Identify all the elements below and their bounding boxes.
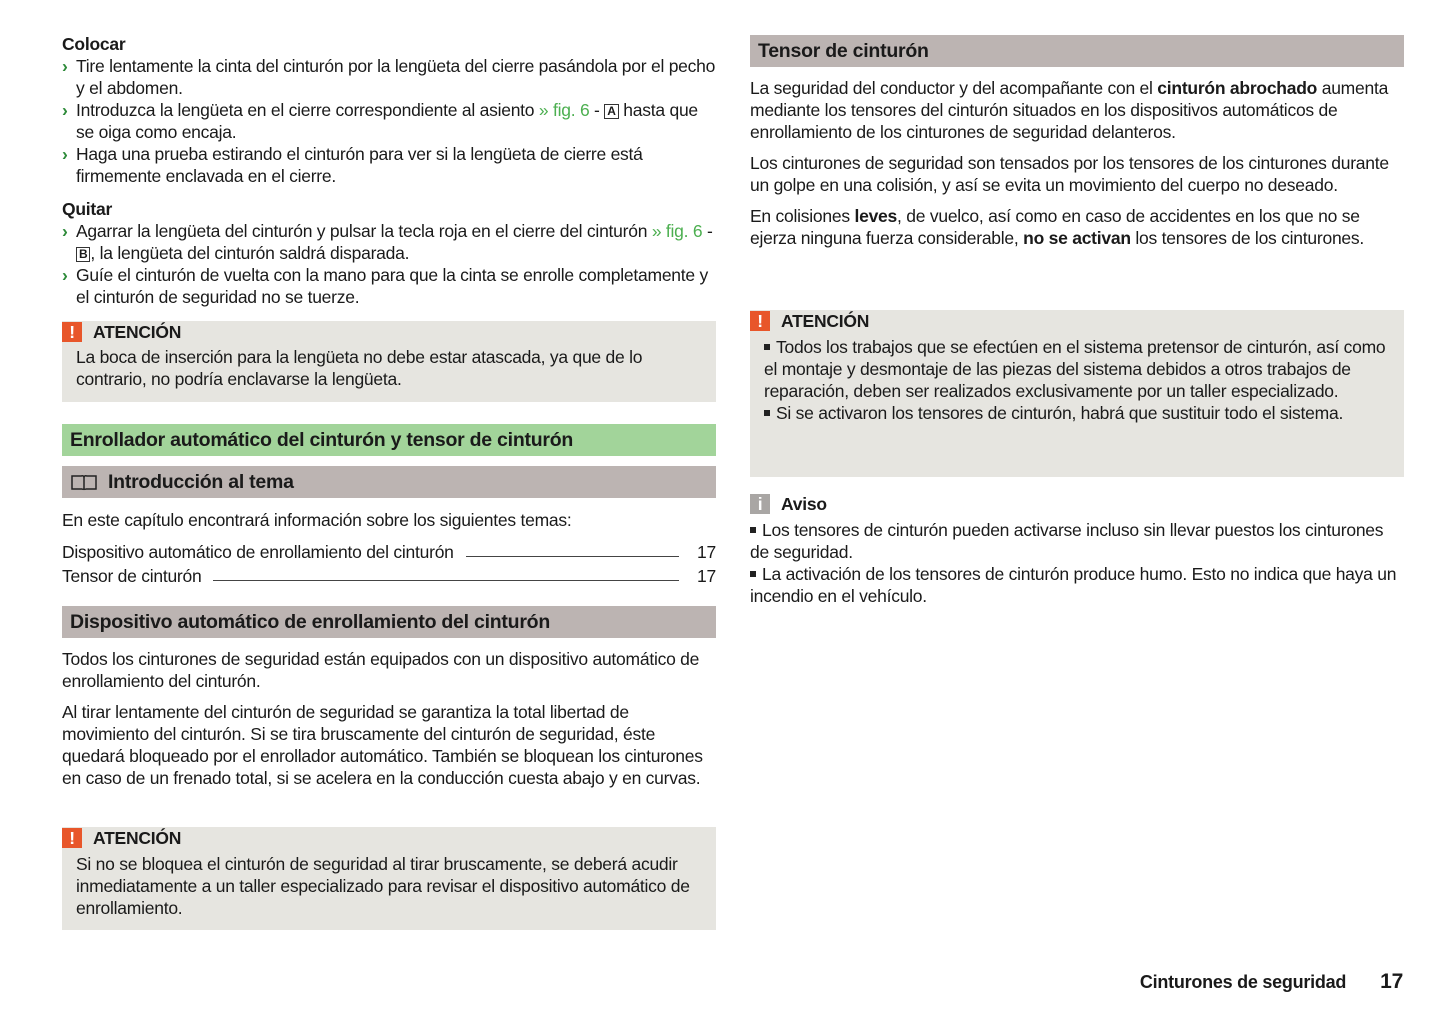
footer-section: Cinturones de seguridad: [1139, 972, 1347, 992]
chevron-right-icon: ›: [62, 221, 68, 241]
chevron-right-icon: ›: [62, 100, 68, 120]
warning-text: Si no se bloquea el cinturón de seguridad al tirar bruscamente, se deberá acudir inmediatamente a un taller especializado para revisar el dispositivo automático de enrollamiento.: [76, 854, 690, 918]
note-box: [750, 493, 1404, 607]
fig-link[interactable]: » fig. 6: [651, 221, 703, 241]
figure-label-b: B: [76, 247, 90, 262]
page-number: 17: [1380, 970, 1403, 993]
intro-section: En este capítulo encontrará información sobre los siguientes temas: Dispositivo automático de enrollamiento del cinturón 17 Tensor de cinturón 17: [62, 510, 716, 586]
warning-box: [62, 827, 716, 930]
section-heading: Dispositivo automático de enrollamiento del cinturón: [62, 606, 716, 638]
list-item: › Guíe el cinturón de vuelta con la mano para que la cinta se enrolle completamente y el cinturón de seguridad no se tuerze.: [62, 265, 708, 307]
warning-item: Todos los trabajos que se efectúen en el sistema pretensor de cinturón, así como el montaje y desmontaje de las piezas del sistema debidos a otros trabajos de reparación, deben ser realizados exclusivamente por un taller especializado.: [764, 336, 1390, 402]
intro-heading: Introducción al tema: [62, 466, 716, 498]
note-item: Los tensores de cinturón pueden activarse incluso sin llevar puestos los cinturones de seguridad.: [750, 519, 1404, 563]
book-icon: [70, 473, 98, 491]
list-item: › Tire lentamente la cinta del cinturón por la lengüeta del cierre pasándola por el pecho y el abdomen.: [62, 56, 716, 98]
list-item: › Agarrar la lengüeta del cinturón y pulsar la tecla roja en el cierre del cinturón » fig. 6 - B , la lengüeta del cinturón saldrá disparada.: [62, 221, 713, 263]
chevron-right-icon: ›: [62, 265, 68, 285]
warning-box: [62, 321, 716, 402]
chevron-right-icon: ›: [62, 144, 68, 164]
figure-label-a: A: [604, 104, 618, 119]
warning-text: La boca de inserción para la lengüeta no debe estar atascada, ya que de lo contrario, no podría enclavarse la lengüeta.: [76, 347, 643, 389]
note-item: La activación de los tensores de cinturón produce humo. Esto no indica que haya un incendio en el vehículo.: [750, 563, 1404, 607]
warning-item: Si se activaron los tensores de cinturón, habrá que sustituir todo el sistema.: [764, 402, 1390, 424]
note-title: Aviso: [781, 494, 827, 514]
quitar-section: [62, 198, 716, 308]
chevron-right-icon: ›: [62, 56, 68, 76]
warning-icon: !: [750, 311, 770, 331]
warning-box: [750, 310, 1404, 477]
dispositivo-text: Todos los cinturones de seguridad están equipados con un dispositivo automático de enrollamiento del cinturón. Al tirar lentamente del cinturón de seguridad se garantiza la total libertad de movimiento del cinturón. Si se tira bruscamente del cinturón de seguridad, éste quedará bloqueado por el enrollador automático. También se bloquean los cinturones en caso de un frenado total, si se acelera en la conducción cuesta abajo y en curvas.: [62, 649, 703, 788]
warning-title: ATENCIÓN: [93, 828, 182, 848]
toc-row[interactable]: Tensor de cinturón 17: [62, 566, 716, 586]
list-item: › Haga una prueba estirando el cinturón para ver si la lengüeta de cierre está firmemente enclavada en el cierre.: [62, 144, 643, 186]
colocar-section: [62, 33, 716, 187]
list-item: › Introduzca la lengüeta en el cierre correspondiente al asiento » fig. 6 - A hasta que se oiga como encaja.: [62, 100, 698, 142]
chapter-title: Enrollador automático del cinturón y tensor de cinturón: [62, 424, 716, 456]
warning-title: ATENCIÓN: [93, 322, 182, 342]
section-heading: Tensor de cinturón: [750, 35, 1404, 67]
toc-row[interactable]: Dispositivo automático de enrollamiento del cinturón 17: [62, 542, 716, 562]
colocar-heading: Colocar: [62, 34, 126, 54]
fig-link[interactable]: » fig. 6: [538, 100, 590, 120]
warning-icon: !: [62, 828, 82, 848]
warning-icon: !: [62, 322, 82, 342]
quitar-heading: Quitar: [62, 199, 113, 219]
tensor-text: La seguridad del conductor y del acompañante con el cinturón abrochado aumenta mediante los tensores del cinturón situados en los dispositivos automáticos de enrollamiento de los cinturones de seguridad delanteros. Los cinturones de seguridad son tensados por los tensores de los cinturones durante un golpe en una colisión, y así se evita un movimiento del cuerpo no deseado. En colisiones leves, de vuelco, así como en caso de accidentes en los que no se ejerza ninguna fuerza considerable, no se activan los tensores de los cinturones.: [750, 78, 1389, 248]
page-footer: [1140, 971, 1403, 993]
warning-title: ATENCIÓN: [781, 311, 870, 331]
info-icon: i: [750, 494, 770, 514]
